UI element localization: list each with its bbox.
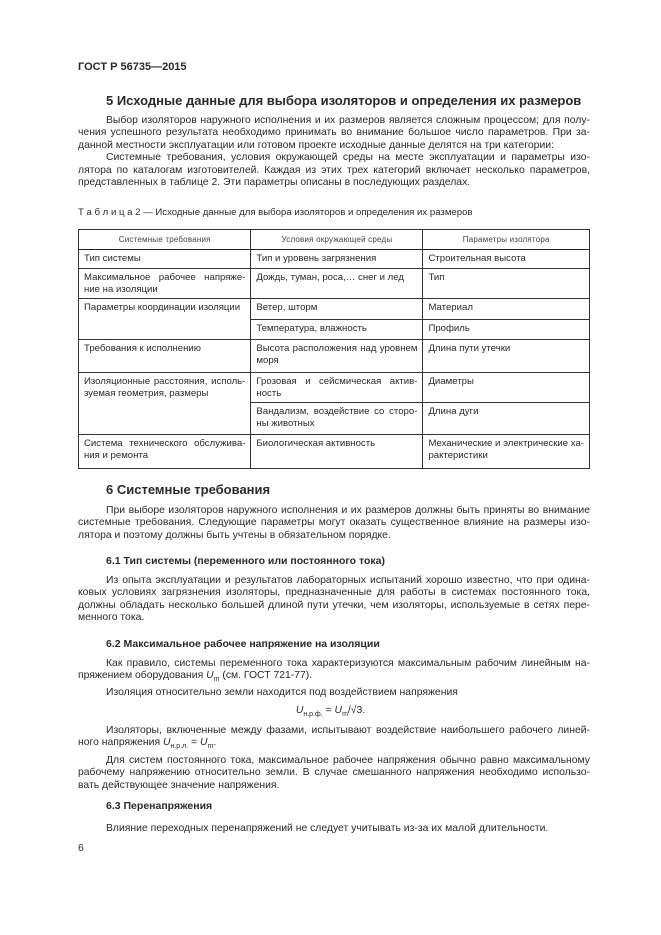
table-cell: Материал [423, 299, 590, 320]
table-cell: Строительная высота [423, 250, 590, 269]
cell-line: Вандализм, воздействие со сторо- [256, 406, 418, 417]
subsection-6-1-paragraph [78, 575, 590, 625]
table-cell [79, 373, 251, 435]
text-line: Влияние переходных перенапряжений не следует учитывать из-за их малой длительности. [106, 823, 549, 834]
table-cell: Тип [423, 269, 590, 299]
text-line: рабочему напряжению относительно земли. В случае смешанного напряжения необходимо использо- [78, 767, 590, 779]
table-cell: Дождь, туман, роса,… снег и лед [251, 269, 423, 299]
table-cell [251, 373, 423, 403]
subsection-6-3-heading: 6.3 Перенапряжения [106, 800, 213, 812]
table-2 [78, 229, 590, 469]
subsection-6-2-heading: 6.2 Максимальное рабочее напряжение на изоляции [106, 638, 380, 650]
text-line: ковых условиях загрязнения изоляторы, предназначенные для работы в системах постоянного тока, [78, 587, 590, 599]
text-line [78, 670, 590, 686]
symbol-u: U [334, 705, 343, 716]
section-6-paragraph [78, 505, 590, 542]
table-cell [423, 435, 590, 469]
table-caption: Т а б л и ц а 2 — Исходные данные для выбора изоляторов и определения их размеров [78, 207, 473, 218]
text-line: При выборе изоляторов наружного исполнения и их размеров должны быть приняты во внимание [106, 505, 590, 516]
text-line: менного тока. [78, 612, 145, 624]
text: пряжением оборудования [78, 670, 207, 682]
text-line: чения успешного результата необходимо принимать во внимание большое число параметров. При за- [78, 127, 590, 139]
symbol-u: U [206, 670, 214, 682]
subsection-6-3-paragraph [78, 823, 590, 835]
cell-line: рактеристики [428, 449, 488, 461]
cell-line: ние на изоляции [84, 283, 158, 295]
table-cell: Длина дуги [423, 403, 590, 435]
text-line: Из опыта эксплуатации и результатов лабораторных испытаний хорошо известно, что при одина- [106, 575, 590, 586]
subscript: н.р.л. [170, 743, 189, 751]
text: ного напряжения [78, 737, 163, 749]
text-line: представленных в таблице 2. Эти параметры описаны в последующих разделах. [78, 177, 471, 189]
subsection-6-2-paragraph-2 [78, 725, 590, 792]
table-cell: Требования к исполнению [79, 340, 251, 373]
table-cell: Тип и уровень загрязнения [251, 250, 423, 269]
table-cell: Ветер, шторм [251, 299, 423, 320]
column-header: Системные требования [79, 230, 251, 250]
text: . [213, 737, 217, 749]
subscript: н.р.ф. [303, 711, 323, 719]
cell-line: Грозовая и сейсмическая актив- [256, 376, 418, 387]
cell-line: зуемая геометрия, размеры [84, 387, 209, 399]
cell-line: ны животных [256, 417, 315, 429]
table-cell: Диаметры [423, 373, 590, 403]
column-header: Параметры изолятора [423, 230, 590, 250]
table-row [79, 269, 590, 299]
symbol-u: U [162, 737, 171, 749]
table-row [79, 340, 590, 373]
subsection-6-1-heading: 6.1 Тип системы (переменного или постоянного тока) [106, 555, 385, 567]
text: = [322, 705, 335, 716]
text-line: лятора по каталогам изготовителей. Каждая из этих трех категорий включает несколько параметров, [78, 164, 590, 176]
symbol-u: U [200, 737, 208, 749]
cell-line: Изоляционные расстояния, исполь- [84, 376, 246, 387]
subscript: m [207, 743, 214, 751]
table-cell: Параметры координации изоляции [79, 299, 251, 340]
text: /√3. [347, 705, 366, 716]
subscript: m [213, 676, 220, 684]
table-row [79, 373, 590, 403]
cell-line: ния и ремонта [84, 449, 149, 461]
text: = [188, 737, 201, 749]
cell-line: ность [256, 387, 282, 399]
text-line: Изоляция относительно земли находится под воздействием напряжения [106, 686, 458, 698]
table-header-row [79, 230, 590, 250]
document-id: ГОСТ Р 56735—2015 [78, 61, 187, 73]
text-line: Для систем постоянного тока, максимальное рабочее напряжения обычно равно максимальному [106, 754, 590, 766]
text-line: системные требования. Следующие параметры могут оказать существенное влияние на размеры изо- [78, 517, 590, 529]
table-cell [251, 403, 423, 435]
text-line: Системные требования, условия окружающей среды на месте эксплуатации и параметры изо- [106, 152, 590, 164]
table-cell: Тип системы [79, 250, 251, 269]
section-6-heading: 6 Системные требования [106, 482, 271, 497]
text-line: Как правило, системы переменного тока характеризуются максимальным рабочим линейным на- [106, 658, 590, 669]
subscript: m [342, 711, 348, 719]
cell-line: Максимальное рабочее напряже- [84, 272, 246, 283]
table-cell: Длина пути утечки [423, 340, 590, 373]
page-number: 6 [78, 843, 84, 854]
table-cell: Температура, влажность [251, 320, 423, 340]
text-line [78, 737, 590, 753]
formula-phase-voltage [0, 705, 661, 718]
text: (см. ГОСТ 721-77). [219, 670, 313, 682]
table-cell: Профиль [423, 320, 590, 340]
text-line: Выбор изоляторов наружного исполнения и их размеров является сложным процессом; для полу- [106, 115, 590, 126]
cell-line: Механические и электрические ха- [428, 438, 584, 449]
text-line: данной местности эксплуатации или готовом проекте исходные данные делятся на три категории: [78, 139, 554, 151]
section-5-heading: 5 Исходные данные для выбора изоляторов и определения их размеров [106, 93, 582, 108]
table-cell: Биологическая активность [251, 435, 423, 469]
table-row [79, 435, 590, 469]
text-line: Изоляторы, включенные между фазами, испытывают воздействие наибольшего рабочего линей- [106, 725, 590, 736]
text-line: вать действующее значение напряжения. [78, 779, 280, 791]
table-row [79, 250, 590, 269]
column-header: Условия окружающей среды [251, 230, 423, 250]
symbol-u: U [295, 705, 304, 716]
cell-line: Система технического обслужива- [84, 438, 246, 449]
cell-line: моря [256, 354, 279, 366]
table-cell [79, 435, 251, 469]
text-line: должны обладать несколько большей длиной пути утечки, чем изоляторы, используемые в сетях пере- [78, 599, 590, 611]
table-cell [251, 340, 423, 373]
table-row [79, 299, 590, 320]
table-cell [79, 269, 251, 299]
subsection-6-2-paragraph-1 [78, 658, 590, 699]
text-line: лятора и поэтому должны быть учтены в обязательном порядке. [78, 529, 391, 541]
section-5-paragraph-1 [78, 115, 590, 189]
cell-line: Высота расположения над уровнем [256, 343, 418, 354]
